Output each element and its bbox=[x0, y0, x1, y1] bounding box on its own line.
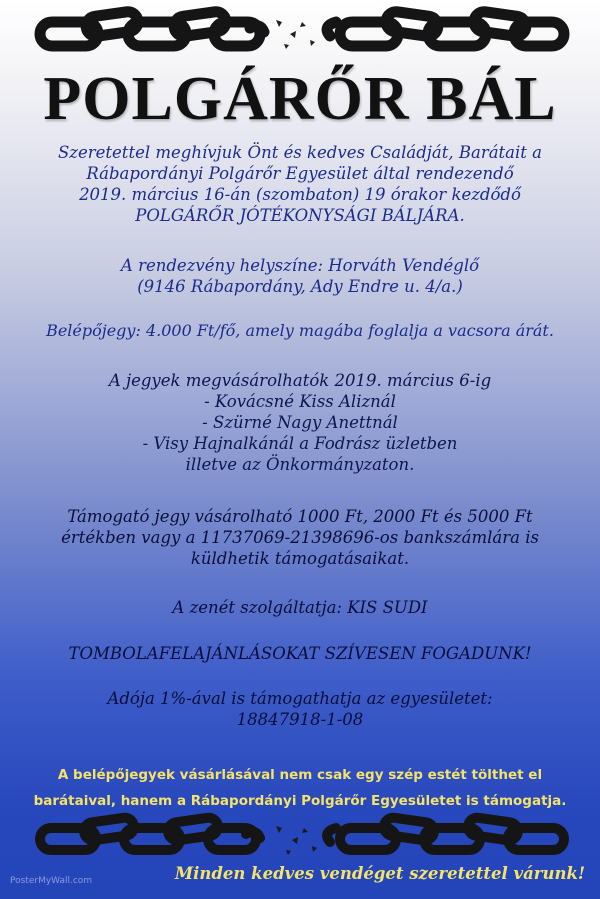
purchase-line: A jegyek megvásárolhatók 2019. március 6-ig bbox=[108, 371, 492, 390]
invitation-line: 2019. március 16-án (szombaton) 19 órakor kezdődő bbox=[79, 185, 521, 204]
support-note-line: barátaival, hanem a Rábapordányi Polgárőr Egyesületet is támogatja. bbox=[33, 793, 567, 809]
support-note bbox=[0, 762, 600, 814]
raffle-text bbox=[0, 643, 600, 664]
page-title: POLGÁRŐR BÁL bbox=[43, 65, 557, 133]
support-line: értékben vagy a 11737069-21398696-os bankszámlára is bbox=[61, 528, 539, 547]
venue-line: A rendezvény helyszíne: Horváth Vendéglő bbox=[120, 256, 480, 275]
ticket-price-line: Belépőjegy: 4.000 Ft/fő, amely magába foglalja a vacsora árát. bbox=[46, 321, 554, 340]
closing-line: Minden kedves vendéget szeretettel várunk! bbox=[174, 864, 586, 883]
invitation-line: Szeretettel meghívjuk Önt és kedves Családját, Barátait a bbox=[58, 143, 542, 162]
invitation-text bbox=[0, 142, 600, 226]
broken-chain-bottom-icon bbox=[0, 810, 600, 870]
venue-line: (9146 Rábapordány, Ady Endre u. 4/a.) bbox=[137, 277, 463, 296]
tax-line: Adója 1%-ával is támogathatja az egyesületet: bbox=[107, 689, 493, 708]
purchase-line: - Szürné Nagy Anettnál bbox=[202, 413, 398, 432]
purchase-line: - Visy Hajnalkánál a Fodrász üzletben bbox=[142, 434, 458, 453]
broken-chain-top-icon bbox=[0, 0, 600, 72]
venue-text bbox=[0, 255, 600, 297]
support-text bbox=[0, 506, 600, 569]
purchase-line: - Kovácsné Kiss Aliznál bbox=[204, 392, 396, 411]
purchase-line: illetve az Önkormányzaton. bbox=[185, 455, 415, 474]
watermark: PosterMyWall.com bbox=[10, 876, 93, 886]
tax-number: 18847918-1-08 bbox=[236, 710, 364, 729]
support-line: Támogató jegy vásárolható 1000 Ft, 2000 Ft és 5000 Ft bbox=[67, 507, 533, 526]
support-line: küldhetik támogatásaikat. bbox=[190, 549, 410, 568]
music-text bbox=[0, 597, 600, 618]
raffle-line: TOMBOLAFELAJÁNLÁSOKAT SZÍVESEN FOGADUNK! bbox=[68, 644, 532, 663]
ticket-purchase-text bbox=[0, 370, 600, 475]
music-line: A zenét szolgáltatja: KIS SUDI bbox=[172, 598, 428, 617]
ticket-price-text bbox=[0, 320, 600, 341]
invitation-line: Rábapordányi Polgárőr Egyesület által rendezendő bbox=[86, 164, 514, 183]
tax-text bbox=[0, 688, 600, 730]
support-note-line: A belépőjegyek vásárlásával nem csak egy szép estét tölthet el bbox=[57, 767, 543, 783]
invitation-line: POLGÁRŐR JÓTÉKONYSÁGI BÁLJÁRA. bbox=[135, 206, 465, 225]
